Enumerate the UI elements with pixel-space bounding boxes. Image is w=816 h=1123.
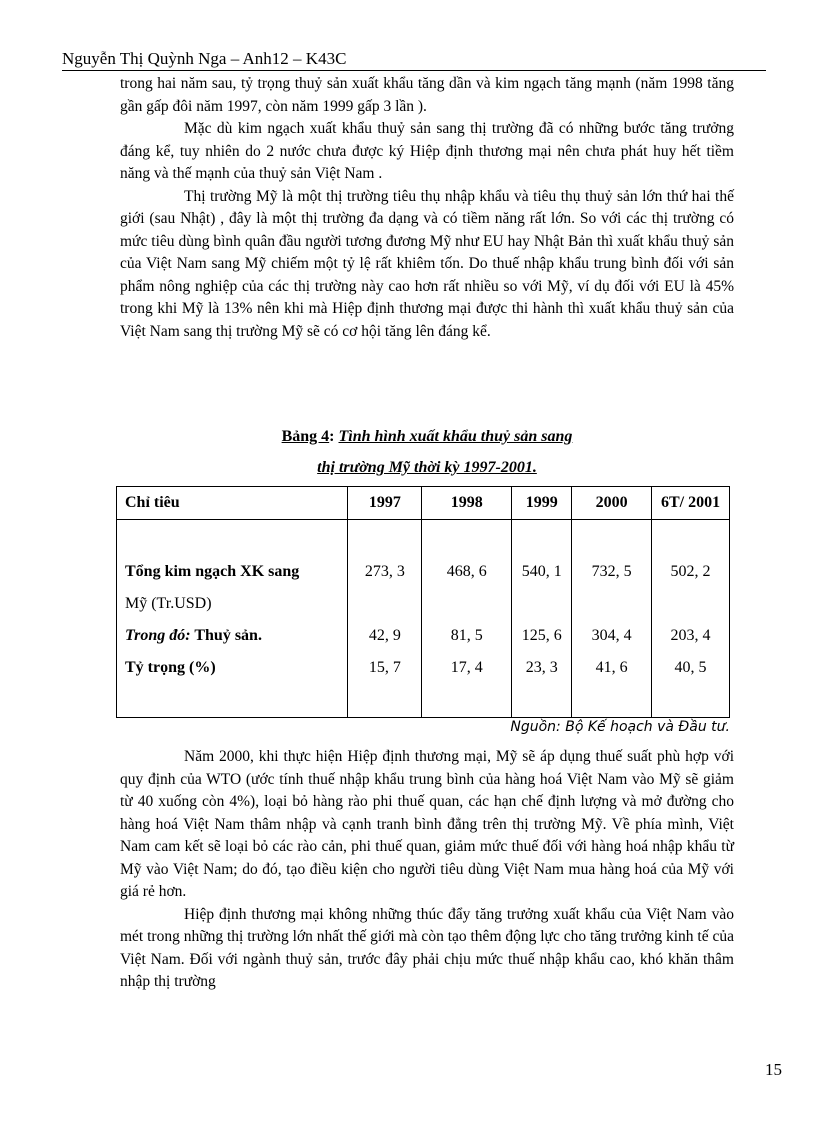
table-title-line2: thị trường Mỹ thời kỳ 1997-2001.	[317, 459, 537, 476]
header-cell: 6T/ 2001	[652, 487, 730, 520]
value: 273, 3	[364, 563, 405, 580]
paragraph: Mặc dù kim ngạch xuất khẩu thuỷ sản sang thị trường đã có những bước tăng trưởng đáng kể, tuy nhiên do 2 nước chưa được ký Hiệp định thương mại nên chưa phát huy hết tiềm năng và thế mạnh của thuỷ sản Việt Nam .	[120, 120, 734, 182]
row-label	[125, 588, 339, 620]
header-cell: 1999	[512, 487, 572, 520]
value: 502, 2	[670, 563, 711, 580]
table-label: Bảng 4	[281, 428, 330, 445]
page-header: Nguyễn Thị Quỳnh Nga – Anh12 – K43C	[62, 49, 766, 71]
header-cell: 1997	[348, 487, 422, 520]
table-caption-line1	[120, 428, 734, 446]
value: 15, 7	[368, 659, 401, 676]
value: 304, 4	[591, 627, 632, 644]
row-label-bold: Tỷ trọng (%)	[125, 659, 216, 676]
value: 81, 5	[450, 627, 483, 644]
value: 540, 1	[521, 563, 562, 580]
paragraph: Thị trường Mỹ là một thị trường tiêu thụ nhập khẩu và tiêu thụ thuỷ sản lớn thứ hai thế giới (sau Nhật) , đây là một thị trường đa dạng và có tiềm năng rất lớn. So với các thị trường có mức tiêu dùng bình quân đầu người tương đương Mỹ như EU hay Nhật Bản thì xuất khẩu thuỷ sản của Việt Nam sang Mỹ chiếm một tỷ lệ rất khiêm tốn. Do thuế nhập khẩu trung bình đối với sản phẩm nông nghiệp của các thị trường này cao hơn rất nhiều so với Mỹ, ví dụ đối với EU là 45% trong khi Mỹ là 13% nên khi mà Hiệp định thương mại được thi hành thì xuất khẩu thuỷ sản của Việt Nam sang thị trường Mỹ sẽ có cơ hội tăng lên đáng kể.	[120, 187, 734, 340]
value: 41, 6	[595, 659, 628, 676]
row-label	[125, 652, 339, 684]
header-cell: 2000	[572, 487, 652, 520]
header-cell: Chỉ tiêu	[117, 487, 348, 520]
value-cell	[572, 520, 652, 718]
value: 42, 9	[368, 627, 401, 644]
table-body-row	[117, 520, 730, 718]
export-table	[116, 486, 730, 718]
row-label-rest: Mỹ (Tr.USD)	[125, 595, 212, 612]
value-cell	[512, 520, 572, 718]
row-label-italic: Trong đó:	[125, 627, 191, 644]
row-label-bold: Tổng kim ngạch XK sang	[125, 563, 300, 580]
paragraph: Năm 2000, khi thực hiện Hiệp định thương mại, Mỹ sẽ áp dụng thuế suất phù hợp với quy định của WTO (ước tính thuế nhập khẩu trung bình của hàng hoá Việt Nam vào Mỹ sẽ giảm từ 40 xuống còn 4%), loại bỏ hàng rào phi thuế quan, các hạn chế định lượng và mở đường cho hàng hoá Việt Nam thâm nhập và cạnh tranh bình đẳng trên thị trường Mỹ. Về phía mình, Việt Nam cam kết sẽ loại bỏ các rào cản, phi thuế quan, giảm mức thuế đối với hàng hoá nhập khẩu từ Mỹ vào Việt Nam; do đó, tạo điều kiện cho người tiêu dùng Việt Nam mua hàng hoá của Mỹ với giá rẻ hơn.	[120, 748, 734, 900]
header-cell: 1998	[422, 487, 512, 520]
value: 468, 6	[446, 563, 487, 580]
value-cell	[422, 520, 512, 718]
row-label-bold: Thuỷ sản.	[190, 627, 262, 644]
value: 732, 5	[591, 563, 632, 580]
value-cell	[348, 520, 422, 718]
value: 17, 4	[450, 659, 483, 676]
paragraph: Hiệp định thương mại không những thúc đẩy tăng trưởng xuất khẩu của Việt Nam vào mét trong những thị trường lớn nhất thế giới mà còn tạo thêm động lực cho tăng trưởng kinh tế của Việt Nam. Đối với ngành thuỷ sản, trước đây phải chịu mức thuế nhập khẩu cao, khó khăn thâm nhập thị trường	[120, 905, 734, 990]
value: 40, 5	[674, 659, 707, 676]
paragraph-continuation: trong hai năm sau, tỷ trọng thuỷ sản xuất khẩu tăng dần và kim ngạch tăng mạnh (năm 1998 tăng gần gấp đôi năm 1997, còn năm 1999 gấp 3 lần ).	[120, 75, 734, 115]
value: 125, 6	[521, 627, 562, 644]
body-text-top	[120, 73, 734, 343]
label-cell	[117, 520, 348, 718]
page-number: 15	[765, 1060, 782, 1079]
body-text-bottom	[120, 746, 734, 994]
value-cell	[652, 520, 730, 718]
row-label	[125, 556, 339, 588]
row-label	[125, 620, 339, 652]
value: 23, 3	[525, 659, 558, 676]
table-header-row	[117, 487, 730, 520]
table-caption-separator: :	[329, 428, 339, 445]
table-title-line1: Tình hình xuất khẩu thuỷ sản sang	[338, 428, 573, 445]
table-source: Nguồn: Bộ Kế hoạch và Đầu tư.	[510, 719, 730, 735]
table-caption-line2	[120, 459, 734, 477]
value: 203, 4	[670, 627, 711, 644]
